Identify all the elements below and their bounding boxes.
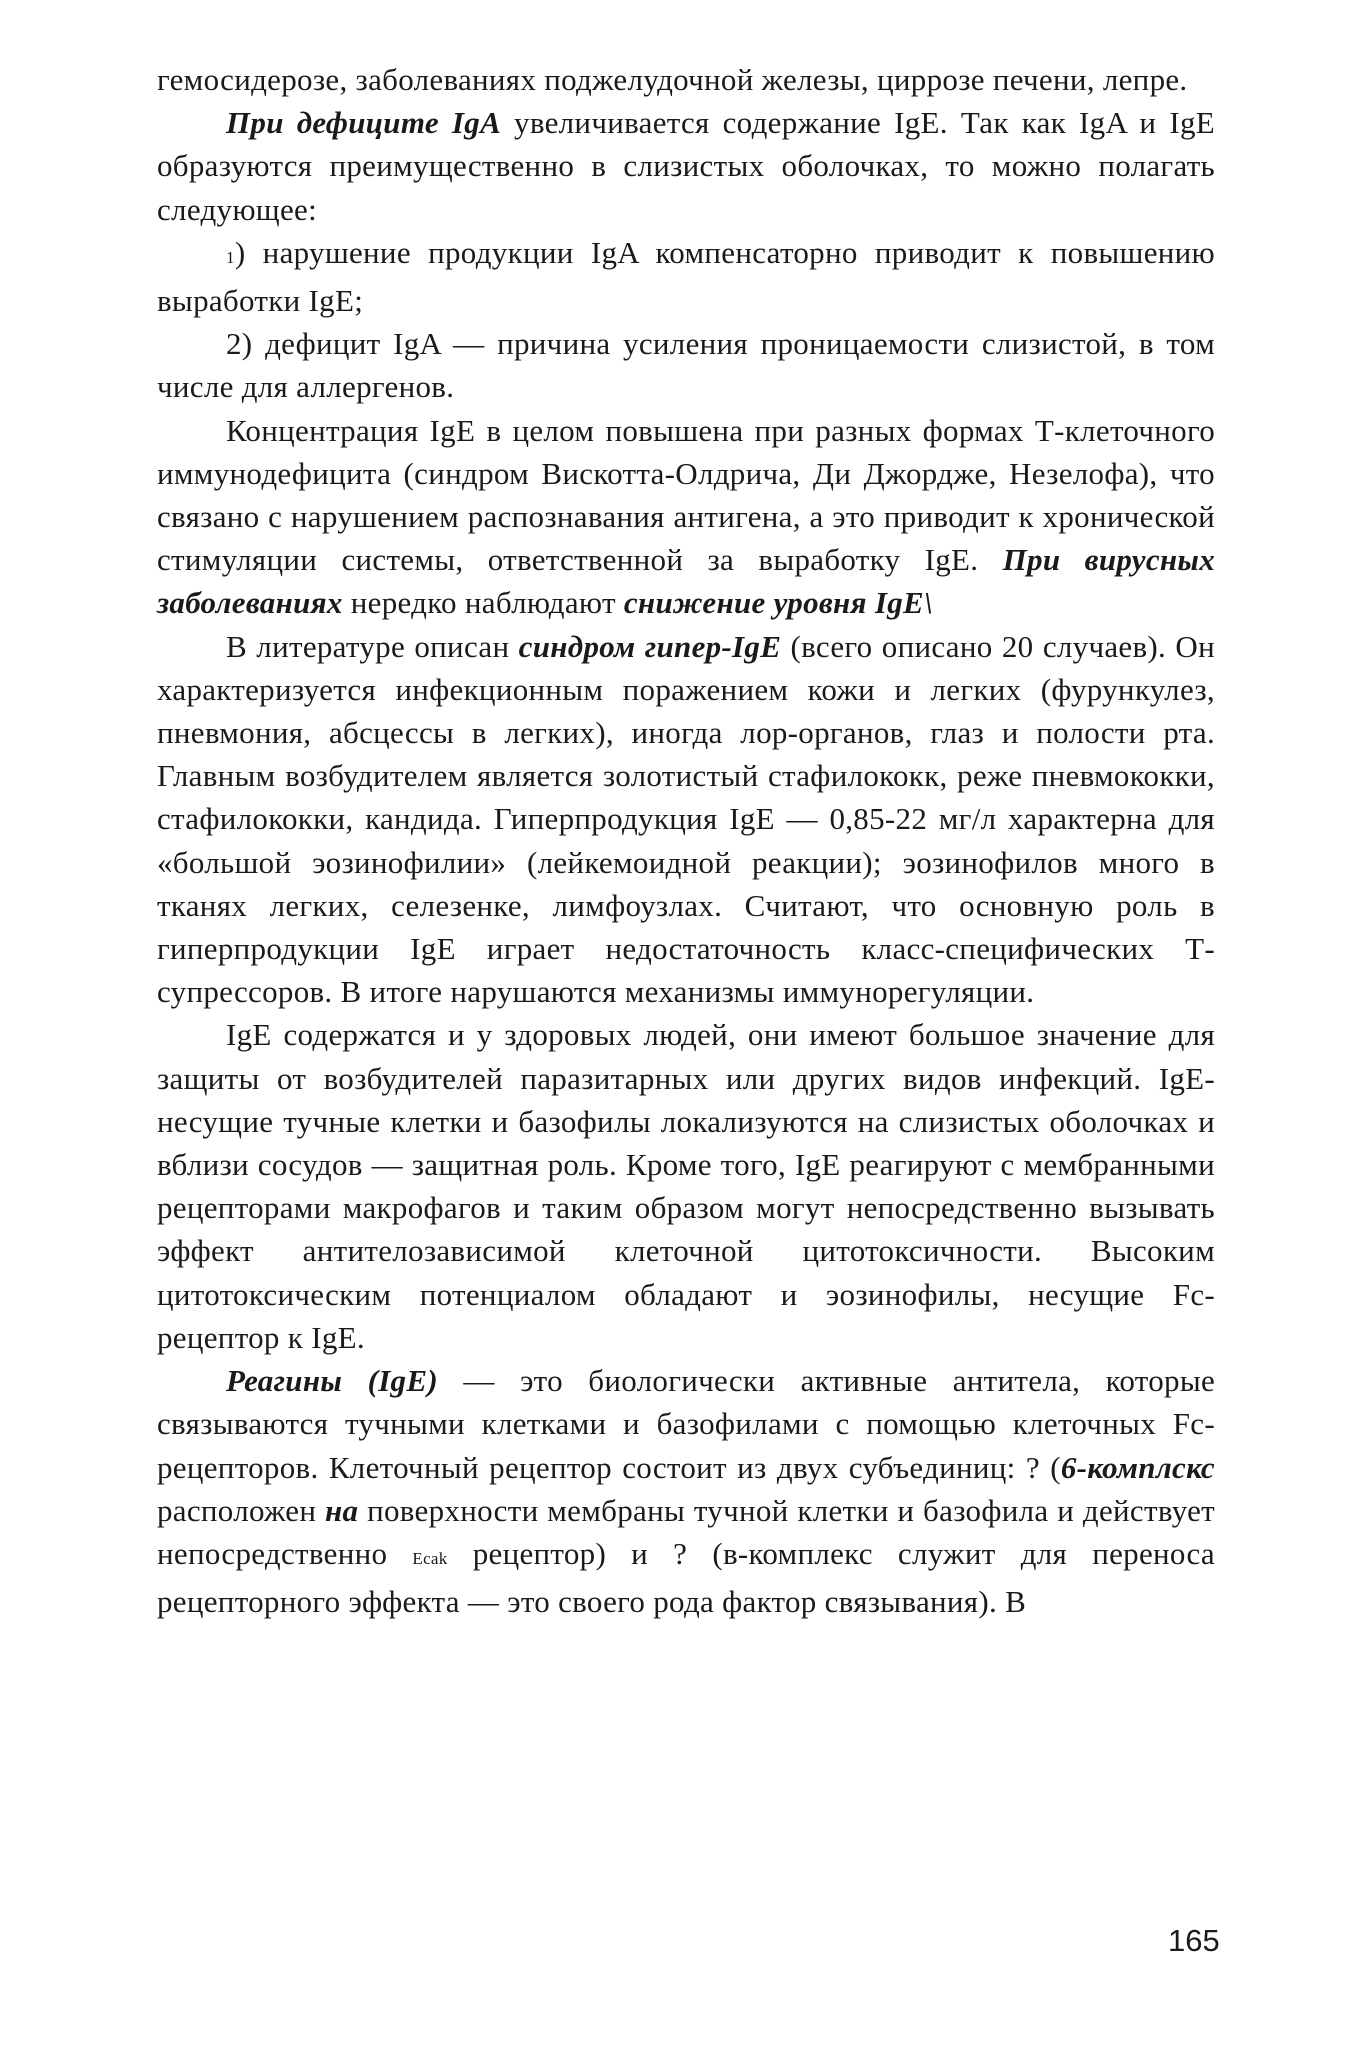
body-text: рецептор) и ? (в-комплекс служит для переноса рецепторного эффекта — это своего рода фактор связывания). В [157, 1535, 1215, 1620]
body-text: гемосидерозе, заболеваниях поджелудочной железы, циррозе печени, лепре. [157, 62, 1188, 97]
body-text: нередко наблюдают [342, 585, 624, 621]
paragraph-t-cell [157, 409, 1215, 625]
body-text: увеличивается содержание IgE. Так как IgA и IgE образуются преимущественно в слизистых оболочках, то можно полагать следующее: [157, 105, 1215, 227]
body-text: В литературе описан [226, 628, 519, 664]
body-text: IgE содержатся и у здоровых людей, они имеют большое значение для защиты от возбудителей паразитарных или других видов инфекций. IgE-несущие тучные клетки и базофилы локализуются на слизистых оболочках и вблизи сосудов — защитная роль. Кроме того, IgE реагируют с мембранными рецепторами макрофагов и таким образом могут непосредственно вызывать эффект антителозависимой клеточной цитотоксичности. Высоким цитотоксическим потенциалом обладают и эозинофилы, несущие Fc-рецептор к IgE. [157, 1017, 1215, 1355]
body-text: расположен [157, 1492, 326, 1528]
emphasis-text: При дефиците IgA [226, 105, 502, 141]
list-item-1 [157, 231, 1215, 322]
body-text: (всего описано 20 случаев). Он характеризуется инфекционным поражением кожи и легких (фурункулез, пневмония, абсцессы в легких), иногда лор-органов, глаз и полости рта. Главным возбудителем является золотистый стафилококк, реже пневмококки, стафилококки, кандида. Гиперпродукция IgE — 0,85-22 мг/л характерна для «большой эозинофилии» (лейкемоидной реакции); эозинофилов много в тканях легких, селезенке, лимфоузлах. Считают, что основную роль в гиперпродукции IgE играет недостаточность класс-специфических Т-супрессоров. В итоге нарушаются механизмы иммунорегуляции. [157, 628, 1215, 1010]
emphasis-text: 6-комплскс [1060, 1449, 1215, 1485]
page-number: 165 [1168, 1923, 1220, 1958]
emphasis-text: Реагины (IgE) [226, 1363, 438, 1399]
body-text: Концентрация IgE в целом повышена при разных формах Т-клеточного иммунодефицита (синдром Вискотта-Олдрича, Ди Джордже, Незелофа), что связано с нарушением распознавания антигена, а это приводит к хронической стимуляции системы, ответственной за выработку IgE. [157, 412, 1215, 578]
small-text: 1 [226, 247, 235, 267]
page-body [157, 58, 1215, 1623]
body-text: — это биологически активные антитела, которые связываются тучными клетками и базофилами с помощью клеточных Fc-рецепторов. Клеточный рецептор состоит из двух субъединиц: ? ( [157, 1363, 1216, 1485]
emphasis-text: на [325, 1492, 359, 1528]
paragraph-healthy [157, 1013, 1215, 1359]
paragraph-reagins [157, 1359, 1215, 1623]
paragraph-hyper-ige [157, 625, 1215, 1014]
emphasis-text: синдром гипер-IgE [518, 628, 782, 664]
small-text: Ecak [412, 1548, 448, 1568]
list-item-2 [157, 322, 1215, 408]
body-text: ) нарушение продукции IgA компенсаторно приводит к повышению выработки IgE; [157, 234, 1215, 319]
body-text: поверхности мембраны тучной клетки и базофила и действует непосредственно [157, 1492, 1215, 1571]
emphasis-text: снижение уровня IgE\ [623, 585, 933, 621]
body-text: 2) дефицит IgA — причина усиления проницаемости слизистой, в том числе для аллергенов. [157, 326, 1215, 405]
paragraph-iga-deficit [157, 101, 1215, 231]
emphasis-text: При вирусных заболеваниях [157, 542, 1216, 621]
paragraph-intro-continued [157, 58, 1215, 101]
